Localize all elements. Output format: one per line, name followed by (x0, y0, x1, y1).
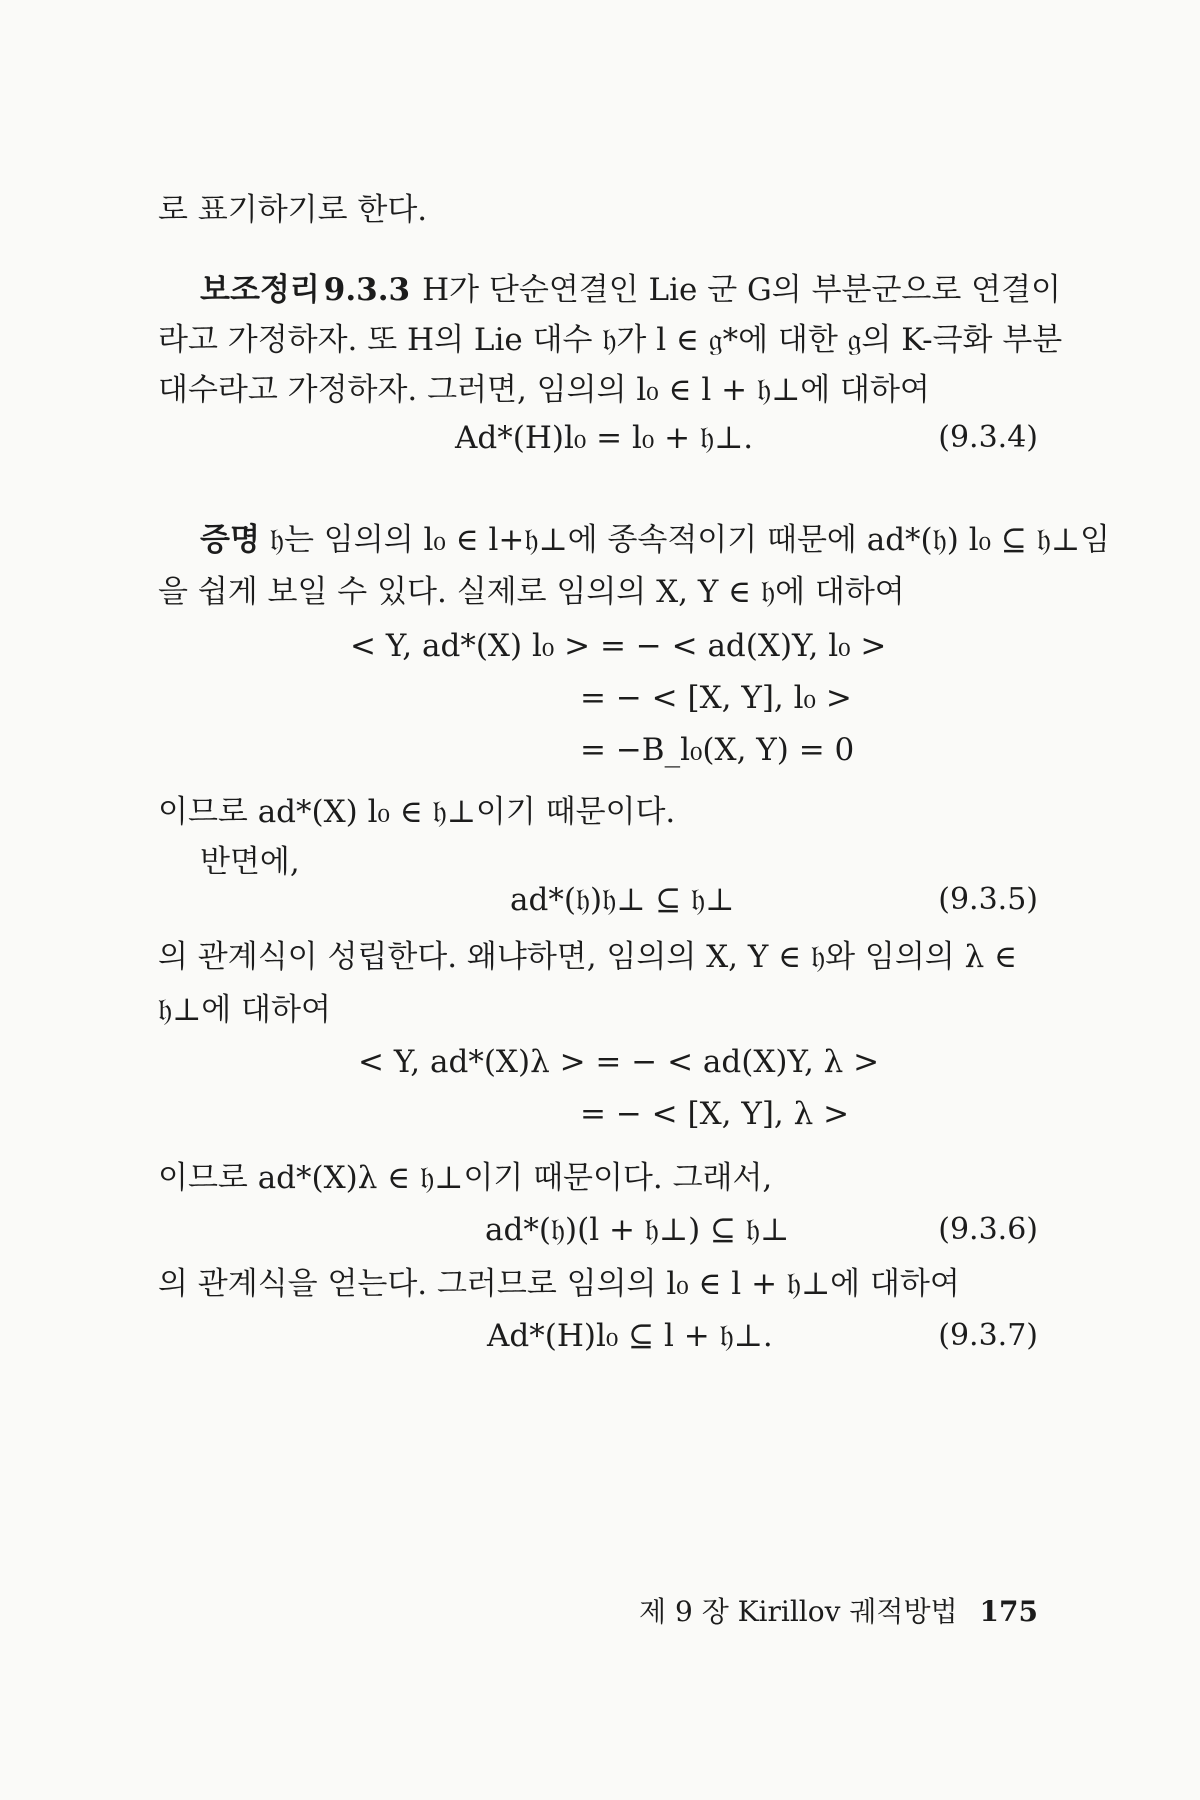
equation-9-3-6: ad*(𝔥)(l + 𝔥⊥) ⊆ 𝔥⊥ (485, 1212, 790, 1248)
running-footer (639, 1592, 1038, 1632)
text-line: 𝔥⊥에 대하여 (158, 992, 331, 1028)
equation-number: (9.3.4) (938, 420, 1038, 455)
lemma-label: 보조정리 (200, 272, 320, 308)
lemma-statement-line (200, 268, 1080, 312)
text-line: 을 쉽게 보일 수 있다. 실제로 임의의 X, Y ∈ 𝔥에 대하여 (158, 574, 905, 610)
text-line: 로 표기하기로 한다. (158, 192, 428, 228)
page-number: 175 (979, 1595, 1038, 1628)
text-line: 대수라고 가정하자. 그러면, 임의의 l₀ ∈ l + 𝔥⊥에 대하여 (158, 372, 930, 408)
equation-9-3-7: Ad*(H)l₀ ⊆ l + 𝔥⊥. (487, 1318, 773, 1354)
proof-equation-line-3: = −B_l₀(X, Y) = 0 (580, 732, 855, 768)
equation-number: (9.3.7) (938, 1318, 1038, 1353)
text-line: 이므로 ad*(X) l₀ ∈ 𝔥⊥이기 때문이다. (158, 794, 676, 830)
text-line: 라고 가정하자. 또 H의 Lie 대수 𝔥가 l ∈ 𝔤*에 대한 𝔤의 K-극화 부분 (158, 322, 1063, 358)
text-line: 이므로 ad*(X)λ ∈ 𝔥⊥이기 때문이다. 그래서, (158, 1160, 773, 1196)
proof-line (200, 518, 1110, 562)
lemma-text: H가 단순연결인 Lie 군 G의 부분군으로 연결이 (422, 272, 1061, 308)
equation-9-3-5: ad*(𝔥)𝔥⊥ ⊆ 𝔥⊥ (510, 882, 735, 918)
equation-number: (9.3.6) (938, 1212, 1038, 1247)
equation-9-3-4: Ad*(H)l₀ = l₀ + 𝔥⊥. (455, 420, 754, 456)
proof-label: 증명 (200, 522, 260, 558)
proof-equation-line-2: = − < [X, Y], λ > (580, 1096, 850, 1132)
text-line: 의 관계식을 얻는다. 그러므로 임의의 l₀ ∈ l + 𝔥⊥에 대하여 (158, 1266, 960, 1302)
proof-equation-line-1: < Y, ad*(X) l₀ > = − < ad(X)Y, l₀ > (350, 628, 887, 664)
text-line: 의 관계식이 성립한다. 왜냐하면, 임의의 X, Y ∈ 𝔥와 임의의 λ ∈ (158, 939, 1018, 975)
text-line: 반면에, (200, 844, 300, 880)
proof-text: 𝔥는 임의의 l₀ ∈ l+𝔥⊥에 종속적이기 때문에 ad*(𝔥) l₀ ⊆ 𝔥⊥임 (269, 522, 1110, 558)
chapter-title: 제 9 장 Kirillov 궤적방법 (639, 1595, 958, 1628)
lemma-number: 9.3.3 (323, 272, 411, 308)
proof-equation-line-2: = − < [X, Y], l₀ > (580, 680, 852, 716)
equation-number: (9.3.5) (938, 882, 1038, 917)
proof-equation-line-1: < Y, ad*(X)λ > = − < ad(X)Y, λ > (358, 1044, 880, 1080)
